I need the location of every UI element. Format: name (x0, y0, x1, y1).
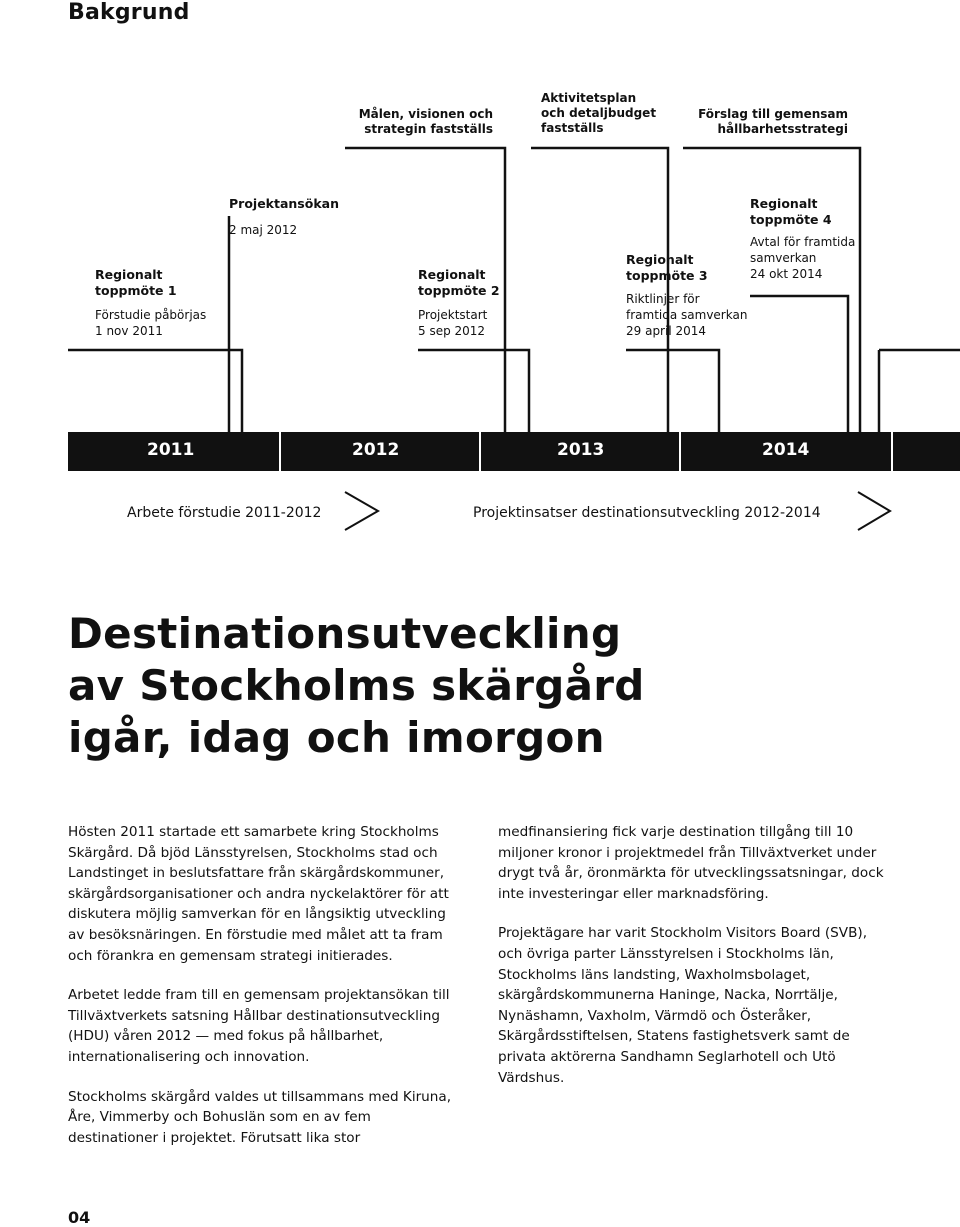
year-2011: 2011 (147, 440, 195, 460)
connector-m1 (68, 350, 242, 432)
headline: Destinationsutveckling av Stockholms skärgård igår, idag och imorgon (68, 609, 645, 762)
paragraph: medfinansiering fick varje destination tillgång till 10 miljoner kronor i projektmedel från Tillväxtverket under drygt två år, öronmärkta för utvecklingssatsningar, dock inte investeringar eller marknadsföring. (498, 824, 884, 902)
chevron-icon (345, 492, 378, 530)
milestone-4: Regionalt toppmöte 4 Avtal för framtida samverkan 24 okt 2014 (750, 196, 856, 281)
year-bar (68, 432, 960, 471)
milestone-1: Regionalt toppmöte 1 Förstudie påbörjas 1 nov 2011 (95, 267, 207, 338)
paragraph: Projektägare har varit Stockholm Visitors Board (SVB), och övriga parter Länsstyrelsen i Stockholms län, Stockholms läns landsting, Waxholmsbolaget, skärgårdskommunerna Haninge, Nacka, Norrtälje, Nynäshamn, Vaxholm, Värmdö och Österåker, Skärgårdsstiftelsen, Statens fastighetsverk samt de privata aktörerna Sandhamn Seglarhotell och Utö Värdshus. (498, 925, 868, 1086)
label-strategy-proposal: Förslag till gemensam hållbarhetsstrategi (698, 107, 848, 136)
year-2012: 2012 (352, 440, 400, 460)
phase-feasibility-study: Arbete förstudie 2011-2012 (127, 505, 322, 521)
year-2013: 2013 (557, 440, 605, 460)
body-column-right (498, 822, 890, 1107)
label-activity-plan: Aktivitetsplan och detaljbudget fastställs (541, 91, 657, 135)
connector-m3 (626, 350, 719, 432)
page-number: 04 (68, 1208, 91, 1227)
paragraph: Arbetet ledde fram till en gemensam projektansökan till Tillväxtverkets satsning Hållbar destinationsutveckling (HDU) våren 2012 — med fokus på hållbarhet, internationalisering och innovation. (68, 987, 450, 1065)
label-goals: Målen, visionen och strategin fastställs (358, 107, 493, 136)
year-2014: 2014 (762, 440, 810, 460)
milestone-2: Regionalt toppmöte 2 Projektstart 5 sep 2012 (418, 267, 500, 338)
milestone-project-application: Projektansökan 2 maj 2012 (229, 196, 339, 237)
section-title: Bakgrund (68, 0, 190, 25)
milestone-3: Regionalt toppmöte 3 Riktlinjer för framtida samverkan 29 april 2014 (626, 252, 748, 338)
connector-m4 (750, 296, 848, 432)
body-column-left (68, 822, 460, 1167)
chevron-icon (858, 492, 890, 530)
paragraph: Stockholms skärgård valdes ut tillsammans med Kiruna, Åre, Vimmerby och Bohuslän som en av fem destinationer i projektet. Förutsatt lika stor (68, 1088, 452, 1146)
paragraph: Hösten 2011 startade ett samarbete kring Stockholms Skärgård. Då bjöd Länsstyrelsen, Stockholms stad och Landstinget in beslutsfattare från skärgårdskommuner, skärgårdsorganisationer och andra nyckelaktörer för att diskutera möjlig samverkan för en långsiktig utveckling av besöksnäringen. En förstudie med målet att ta fram och förankra en gemensam strategi initierades. (68, 824, 449, 964)
connector-m2 (418, 350, 529, 432)
phase-project-efforts: Projektinsatser destinationsutveckling 2012-2014 (473, 505, 821, 521)
